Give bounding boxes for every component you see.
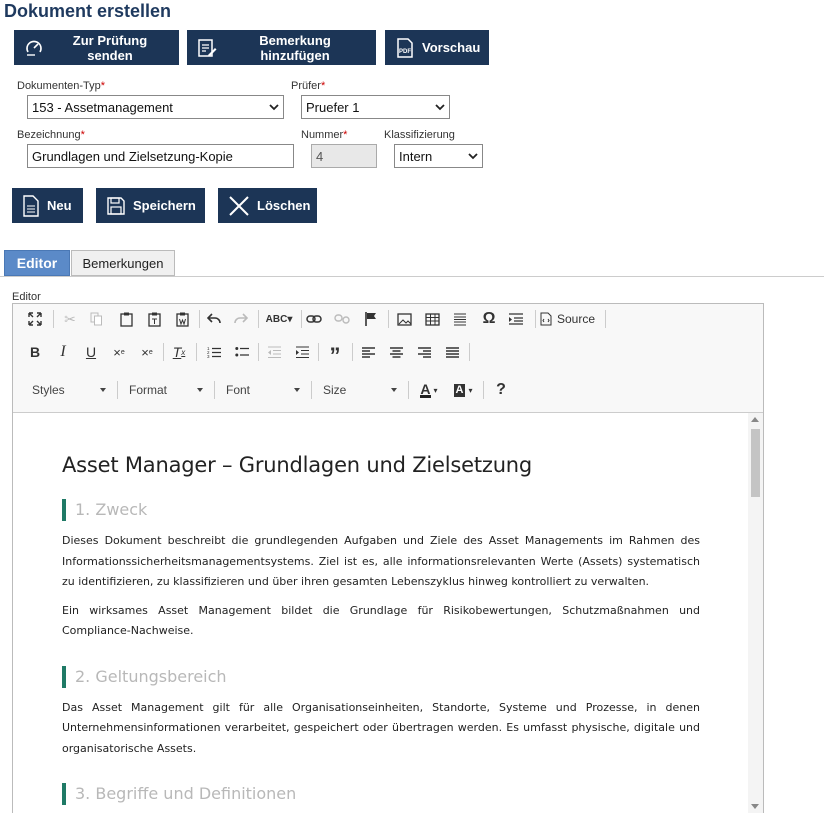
bullet-list-icon[interactable] xyxy=(231,341,253,363)
save-button[interactable] xyxy=(96,188,205,223)
horizontal-line-icon[interactable] xyxy=(449,308,471,330)
format-label: Format xyxy=(129,383,168,397)
format-dropdown[interactable] xyxy=(123,379,209,401)
classification-select[interactable] xyxy=(394,144,483,168)
paste-icon[interactable] xyxy=(115,308,137,330)
document-title: Asset Manager – Grundlagen und Zielsetzung xyxy=(62,453,533,477)
name-value: Grundlagen und Zielsetzung-Kopie xyxy=(32,148,233,164)
help-icon[interactable]: ? xyxy=(496,381,506,398)
reviewer-label: Prüfer* xyxy=(291,80,326,92)
remove-format-icon[interactable]: T x xyxy=(172,344,186,360)
numbered-list-icon[interactable] xyxy=(203,341,225,363)
pdf-icon xyxy=(395,38,415,58)
text-color-icon[interactable]: A ▾ xyxy=(420,380,438,397)
italic-icon[interactable]: I xyxy=(60,343,66,360)
delete-button[interactable] xyxy=(218,188,317,223)
delete-label: Löschen xyxy=(257,198,311,213)
paste-text-icon[interactable] xyxy=(143,308,165,330)
doctype-value: 153 - Assetmanagement xyxy=(32,99,173,115)
preview-label: Vorschau xyxy=(422,40,481,55)
number-label: Nummer* xyxy=(301,129,348,141)
table-icon[interactable] xyxy=(421,308,443,330)
save-icon xyxy=(106,196,126,216)
reviewer-value: Pruefer 1 xyxy=(306,99,360,115)
editor-label: Editor xyxy=(12,291,41,303)
tab-divider xyxy=(0,276,824,277)
add-comment-label: Bemerkung hinzufügen xyxy=(259,32,331,63)
chevron-down-icon xyxy=(468,151,478,161)
classification-label: Klassifizierung xyxy=(384,129,455,141)
size-dropdown[interactable] xyxy=(317,379,403,401)
size-label: Size xyxy=(323,383,347,397)
svg-text:PDF: PDF xyxy=(399,48,411,55)
new-label: Neu xyxy=(47,198,72,213)
tab-editor[interactable]: Editor xyxy=(4,250,70,276)
scroll-down-arrow[interactable] xyxy=(751,804,759,809)
image-icon[interactable] xyxy=(393,308,415,330)
svg-text:2: 2 xyxy=(207,350,210,355)
background-color-icon[interactable]: A ▾ xyxy=(455,383,473,396)
paragraph: Ein wirksames Asset Management bildet die Grundlage für Risikobewertungen, Schutzmaßnahmen und Compliance-Nachweise. xyxy=(62,603,700,637)
toolbar-row-2 xyxy=(13,341,763,374)
undo-icon[interactable] xyxy=(203,308,225,330)
close-icon xyxy=(228,195,250,217)
indent-icon[interactable] xyxy=(291,341,313,363)
send-review-label: Zur Prüfung senden xyxy=(72,32,148,63)
source-label: Source xyxy=(557,312,596,326)
align-right-icon[interactable] xyxy=(413,341,435,363)
paste-word-icon[interactable] xyxy=(171,308,193,330)
page-break-icon[interactable] xyxy=(505,308,527,330)
scroll-up-arrow[interactable] xyxy=(751,417,759,422)
underline-icon[interactable]: U xyxy=(85,344,97,360)
add-comment-button[interactable] xyxy=(187,30,376,65)
doctype-select[interactable] xyxy=(27,95,284,119)
maximize-icon[interactable] xyxy=(24,308,46,330)
name-label: Bezeichnung* xyxy=(17,129,85,141)
scrollbar-thumb[interactable] xyxy=(751,429,760,497)
svg-text:3: 3 xyxy=(207,354,210,358)
copy-icon[interactable] xyxy=(85,308,107,330)
preview-button[interactable] xyxy=(385,30,489,65)
paragraph: Dieses Dokument beschreibt die grundlegenden Aufgaben und Ziele des Asset Managements im Rahmen des Informationssicherheitsmanagementsystems. Ziel ist es, alle informationsrelevanten Werte (Assets) systematisch zu identifizieren, zu klassifizieren und über ihren gesamten Lebenszyklus hinweg kontrolliert zu verwalten. xyxy=(62,534,700,588)
section-heading: 2. Geltungsbereich xyxy=(62,666,700,688)
chevron-down-icon xyxy=(269,102,279,112)
align-justify-icon[interactable] xyxy=(441,341,463,363)
superscript-icon[interactable]: × e xyxy=(141,344,153,360)
blockquote-icon[interactable]: ” xyxy=(329,343,341,368)
name-input[interactable] xyxy=(27,144,294,168)
font-label: Font xyxy=(226,383,251,397)
align-center-icon[interactable] xyxy=(385,341,407,363)
section-heading: 1. Zweck xyxy=(62,499,700,521)
redo-icon[interactable] xyxy=(230,308,252,330)
anchor-flag-icon[interactable] xyxy=(360,308,382,330)
edit-note-icon xyxy=(197,38,217,58)
editor-scrollbar[interactable] xyxy=(748,413,763,813)
align-left-icon[interactable] xyxy=(357,341,379,363)
font-dropdown[interactable] xyxy=(220,379,306,401)
paragraph: Das Asset Management gilt für alle Organisationseinheiten, Standorte, Systeme und Prozesse, in denen Unternehmensinformationen verarbeitet, gespeichert oder übertragen werden. Es umfasst physische, digitale und organisatorische Assets. xyxy=(62,700,700,755)
new-document-icon xyxy=(22,195,40,217)
chevron-down-icon xyxy=(435,102,445,112)
source-button[interactable] xyxy=(540,308,604,330)
toolbar-row-3 xyxy=(13,374,763,407)
section-heading: 3. Begriffe und Definitionen xyxy=(62,783,700,805)
link-icon[interactable] xyxy=(303,308,325,330)
send-for-review-button[interactable] xyxy=(14,30,179,65)
special-char-icon[interactable]: Ω xyxy=(482,310,496,327)
bold-icon[interactable]: B xyxy=(29,344,41,360)
svg-text:1: 1 xyxy=(207,346,210,351)
outdent-icon[interactable] xyxy=(263,341,285,363)
number-value: 4 xyxy=(316,148,324,164)
classification-value: Intern xyxy=(399,148,433,164)
doctype-label: Dokumenten-Typ* xyxy=(17,80,106,92)
cut-icon[interactable]: ✂ xyxy=(64,310,76,327)
send-review-icon xyxy=(24,38,44,58)
spellcheck-icon[interactable]: ABC▾ xyxy=(265,313,293,325)
styles-label: Styles xyxy=(32,383,65,397)
toolbar-row-1 xyxy=(13,308,763,341)
rich-text-editor xyxy=(12,303,764,813)
document-body xyxy=(62,453,700,813)
tab-comments[interactable]: Bemerkungen xyxy=(71,250,175,276)
styles-dropdown[interactable] xyxy=(26,379,112,401)
number-input xyxy=(311,144,377,168)
save-label: Speichern xyxy=(133,198,196,213)
new-button[interactable] xyxy=(12,188,83,223)
page-title: Dokument erstellen xyxy=(4,1,172,21)
reviewer-select[interactable] xyxy=(301,95,450,119)
unlink-icon[interactable] xyxy=(331,308,353,330)
editor-content[interactable] xyxy=(13,412,763,813)
subscript-icon[interactable]: × e xyxy=(113,344,125,360)
